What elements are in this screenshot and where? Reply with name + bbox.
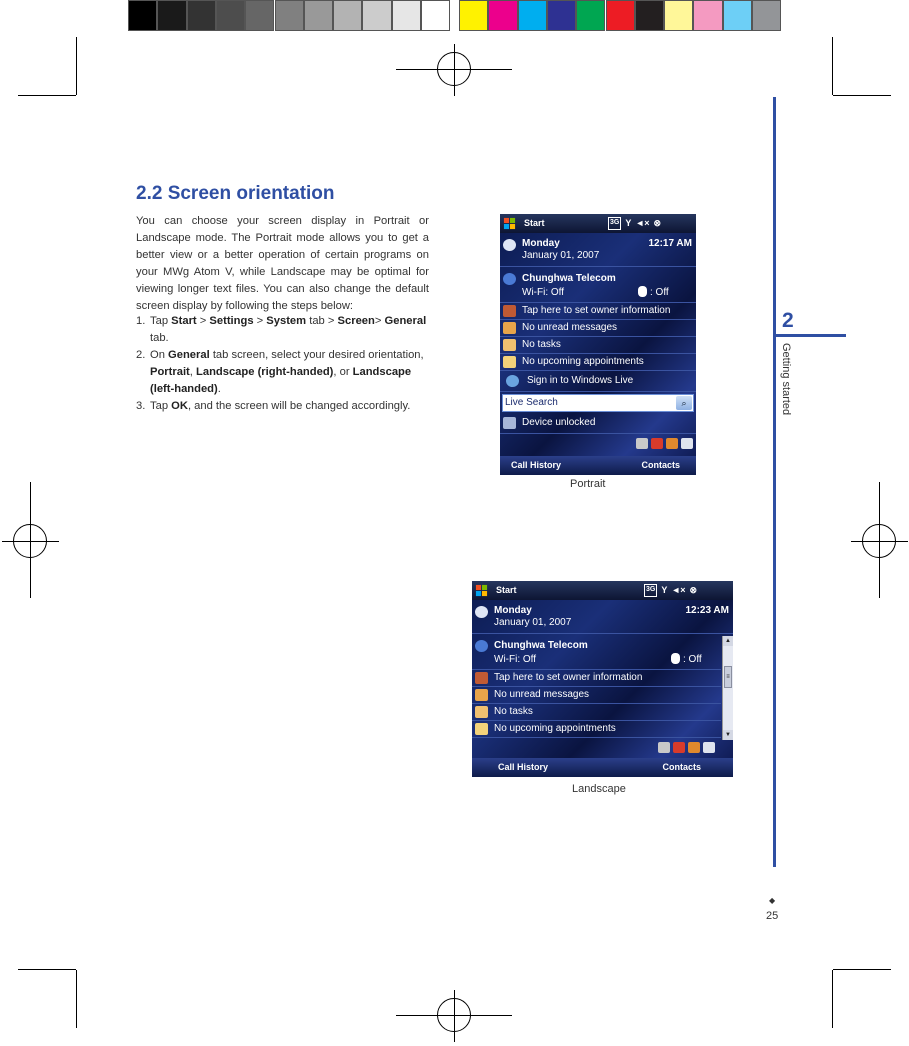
- color-swatch: [459, 0, 488, 31]
- messages-icon: [503, 322, 516, 334]
- messages-label: No unread messages: [494, 689, 590, 700]
- chapter-title: Getting started: [780, 343, 792, 416]
- color-swatch: [606, 0, 635, 31]
- operator-row[interactable]: [500, 267, 696, 303]
- color-swatch: [723, 0, 752, 31]
- step-fragment: Tap: [150, 315, 172, 327]
- mail-icon[interactable]: [658, 742, 670, 753]
- color-swatch: [392, 0, 421, 31]
- chapter-number: 2: [782, 309, 794, 332]
- step-keyword: General: [168, 349, 210, 361]
- step-keyword: Start: [171, 315, 197, 327]
- sync-icon[interactable]: [681, 438, 693, 449]
- date-row[interactable]: [500, 234, 696, 267]
- color-swatch: [693, 0, 722, 31]
- color-swatch: [362, 0, 391, 31]
- step-fragment: , or: [333, 366, 353, 378]
- volume-icon[interactable]: ◄×: [671, 585, 686, 595]
- color-swatch: [547, 0, 576, 31]
- portrait-caption: Portrait: [570, 478, 606, 490]
- media-icon[interactable]: [673, 742, 685, 753]
- live-row[interactable]: [500, 371, 696, 392]
- step-fragment: Tap: [150, 400, 172, 412]
- owner-row[interactable]: [500, 303, 696, 320]
- wifi-status: Wi-Fi: Off: [522, 287, 565, 298]
- step-fragment: >: [374, 315, 385, 327]
- step-keyword: OK: [171, 400, 188, 412]
- date-label: January 01, 2007: [494, 617, 572, 628]
- step-keyword: System: [266, 315, 307, 327]
- step-number: 3.: [136, 400, 146, 412]
- step-text: [150, 398, 429, 415]
- app-icon[interactable]: [666, 438, 678, 449]
- search-icon[interactable]: ⌕: [676, 396, 692, 410]
- messages-row[interactable]: [500, 320, 696, 337]
- step-text: [150, 313, 429, 347]
- owner-label: Tap here to set owner information: [494, 672, 643, 683]
- operator-row[interactable]: [472, 634, 721, 670]
- operator-label: Chunghwa Telecom: [494, 640, 588, 651]
- appointments-label: No upcoming appointments: [522, 356, 644, 367]
- clock-icon: [475, 606, 488, 618]
- windows-live-icon: [506, 375, 519, 387]
- date-row[interactable]: [472, 601, 733, 634]
- step-fragment: tab >: [306, 315, 338, 327]
- mail-icon[interactable]: [636, 438, 648, 449]
- contacts-button[interactable]: Contacts: [662, 762, 701, 772]
- owner-label: Tap here to set owner information: [522, 305, 671, 316]
- color-swatch: [187, 0, 216, 31]
- messages-row[interactable]: [472, 687, 721, 704]
- chapter-tab-divider: [773, 334, 846, 337]
- tasks-icon: [475, 706, 488, 718]
- tasks-label: No tasks: [522, 339, 561, 350]
- notification-icons: [658, 742, 715, 753]
- phone-icon: [503, 273, 516, 285]
- color-swatch: [488, 0, 517, 31]
- color-swatch: [752, 0, 781, 31]
- windows-live-label: Sign in to Windows Live: [527, 375, 634, 386]
- bluetooth-icon[interactable]: [638, 286, 647, 297]
- operator-label: Chunghwa Telecom: [522, 273, 616, 284]
- call-history-button[interactable]: Call History: [498, 762, 549, 772]
- scrollbar[interactable]: [722, 636, 733, 740]
- step-fragment: ,: [189, 366, 197, 378]
- page-number: 25: [766, 910, 779, 922]
- intro-paragraph: You can choose your screen display in Portrait or Landscape mode. The Portrait mode allows you to get a better view or a better operation of certain programs on your MWg Atom V, while Landscape may be optimal for viewing longer text files. You can also change the default screen display by following the steps below:: [136, 215, 429, 312]
- landscape-caption: Landscape: [572, 783, 626, 795]
- live-search-placeholder: Live Search: [505, 397, 558, 408]
- color-swatch: [664, 0, 693, 31]
- color-swatch: [518, 0, 547, 31]
- start-menu-label[interactable]: Start: [496, 585, 517, 595]
- step-keyword: Settings: [209, 315, 254, 327]
- color-swatch: [635, 0, 664, 31]
- live-search-input[interactable]: [502, 394, 694, 412]
- bluetooth-status: : Off: [650, 287, 669, 298]
- step-fragment: tab screen, select your desired orientation,: [209, 349, 424, 361]
- steps-list: [136, 313, 429, 415]
- day-label: Monday: [494, 605, 532, 616]
- tasks-row[interactable]: [472, 704, 721, 721]
- windows-logo-icon[interactable]: [475, 584, 488, 597]
- owner-icon: [475, 672, 488, 684]
- sync-icon[interactable]: [703, 742, 715, 753]
- notification-icons: [636, 438, 693, 449]
- device-status-label: Device unlocked: [522, 417, 596, 428]
- step-fragment: tab.: [150, 332, 169, 344]
- step-keyword: Landscape (right-handed): [196, 366, 334, 378]
- signal-icon[interactable]: Y: [661, 585, 668, 595]
- owner-icon: [503, 305, 516, 317]
- color-swatch: [421, 0, 450, 31]
- step-keyword: General: [384, 315, 427, 327]
- calendar-icon: [503, 356, 516, 368]
- color-swatch: [245, 0, 274, 31]
- time-label: 12:17 AM: [648, 238, 692, 249]
- color-swatch: [304, 0, 333, 31]
- section-heading: 2.2 Screen orientation: [136, 183, 335, 204]
- title-bar: [472, 581, 733, 600]
- wifi-status: Wi-Fi: Off: [494, 654, 537, 665]
- color-swatch: [333, 0, 362, 31]
- step-fragment: .: [217, 383, 221, 395]
- messages-icon: [475, 689, 488, 701]
- step-fragment: >: [253, 315, 267, 327]
- step-keyword: Landscape (left-handed): [150, 366, 412, 395]
- 3g-icon: 3G: [644, 584, 657, 597]
- soft-key-bar: [500, 456, 696, 475]
- step-keyword: Screen: [337, 315, 375, 327]
- step-item: [136, 347, 429, 398]
- landscape-screenshot: [472, 581, 733, 777]
- media-icon[interactable]: [651, 438, 663, 449]
- phone-icon: [475, 640, 488, 652]
- color-swatch: [216, 0, 245, 31]
- contacts-button[interactable]: Contacts: [641, 460, 680, 470]
- step-number: 2.: [136, 349, 146, 361]
- scroll-thumb[interactable]: ≡: [724, 666, 732, 688]
- owner-row[interactable]: [472, 670, 721, 687]
- color-swatch: [157, 0, 186, 31]
- calendar-icon: [475, 723, 488, 735]
- tasks-row[interactable]: [500, 337, 696, 354]
- color-swatch: [128, 0, 157, 31]
- step-fragment: , and the screen will be changed accordingly.: [187, 400, 411, 412]
- step-text: [150, 347, 429, 398]
- chapter-tab-line: [773, 97, 776, 867]
- portrait-screenshot: [500, 214, 696, 475]
- scroll-down-arrow[interactable]: ▼: [723, 730, 733, 740]
- clock-icon: [503, 239, 516, 251]
- time-label: 12:23 AM: [685, 605, 729, 616]
- signal-icon[interactable]: Y: [625, 218, 632, 228]
- lock-icon: [503, 417, 516, 429]
- day-label: Monday: [522, 238, 560, 249]
- title-bar: [500, 214, 696, 233]
- tasks-icon: [503, 339, 516, 351]
- bluetooth-icon[interactable]: [671, 653, 680, 664]
- start-menu-label[interactable]: Start: [524, 218, 545, 228]
- page-marker-icon: ◆: [769, 896, 776, 905]
- messages-label: No unread messages: [522, 322, 618, 333]
- date-label: January 01, 2007: [522, 250, 600, 261]
- step-item: [136, 398, 429, 415]
- appointments-row[interactable]: [500, 354, 696, 371]
- scroll-up-arrow[interactable]: ▲: [723, 636, 733, 646]
- appointments-row[interactable]: [472, 721, 721, 738]
- call-history-button[interactable]: Call History: [511, 460, 562, 470]
- step-fragment: On: [150, 349, 169, 361]
- step-fragment: >: [196, 315, 210, 327]
- bluetooth-status: : Off: [683, 654, 702, 665]
- close-icon[interactable]: ⊗: [689, 585, 698, 595]
- app-icon[interactable]: [688, 742, 700, 753]
- step-keyword: Portrait: [150, 366, 190, 378]
- volume-icon[interactable]: ◄×: [635, 218, 650, 228]
- windows-logo-icon[interactable]: [503, 217, 516, 230]
- device-row[interactable]: [500, 414, 696, 434]
- appointments-label: No upcoming appointments: [494, 723, 616, 734]
- close-icon[interactable]: ⊗: [653, 218, 662, 228]
- soft-key-bar: [472, 758, 733, 777]
- step-number: 1.: [136, 315, 146, 327]
- color-swatch: [576, 0, 605, 31]
- color-swatch: [275, 0, 304, 31]
- tasks-label: No tasks: [494, 706, 533, 717]
- step-item: [136, 313, 429, 347]
- 3g-icon: 3G: [608, 217, 621, 230]
